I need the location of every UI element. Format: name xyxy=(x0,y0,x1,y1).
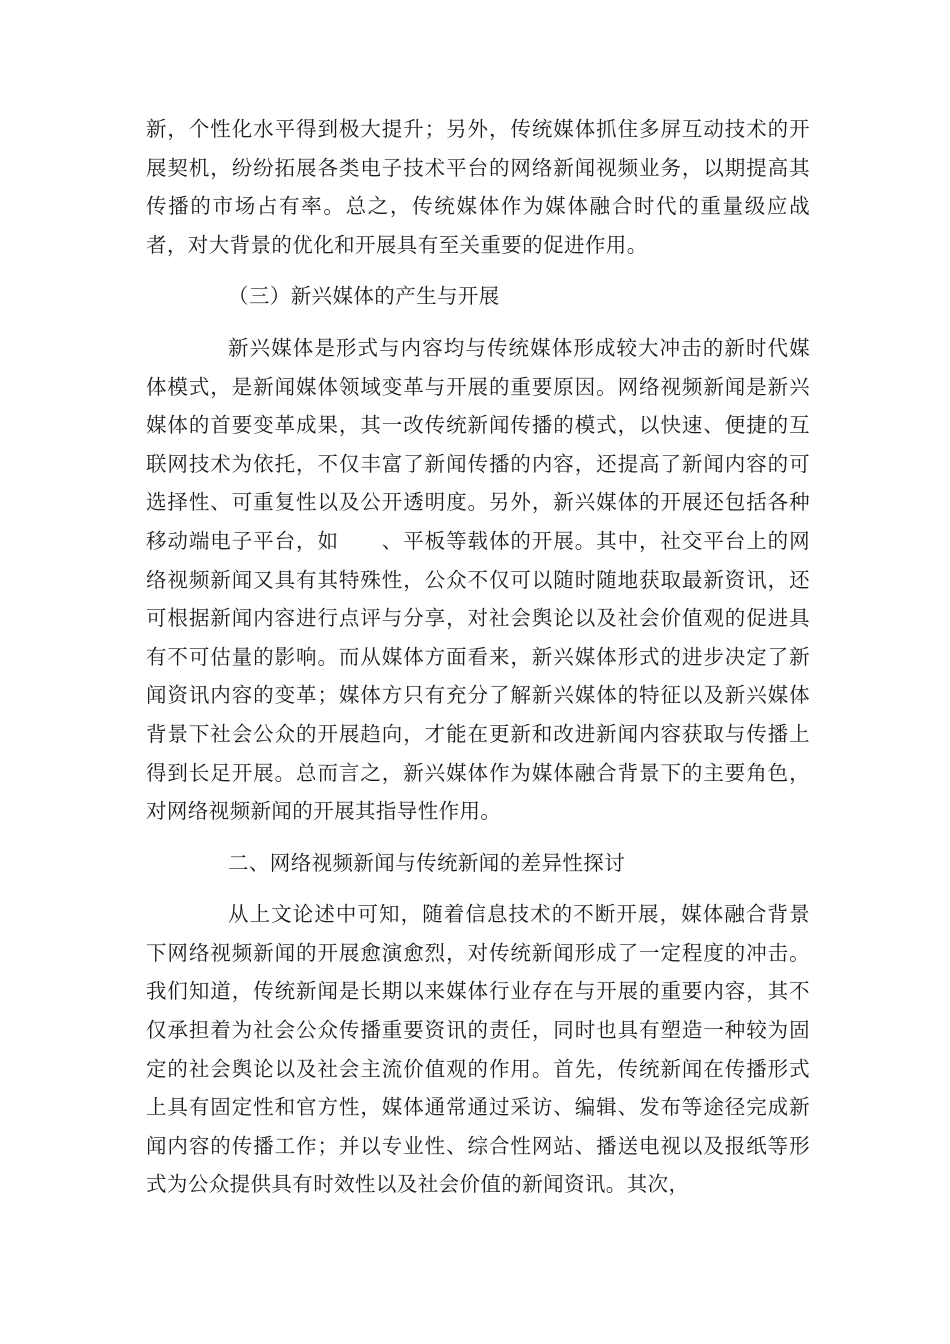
section-heading-emerging-media: （三）新兴媒体的产生与开展 xyxy=(228,284,500,309)
paragraph-emerging-media: 新兴媒体是形式与内容均与传统媒体形成较大冲击的新时代媒体模式，是新闻媒体领域变革与开展的重要原因。网络视频新闻是新兴媒体的首要变革成果，其一改传统新闻传播的模式，以快速、便捷的互联网技术为依托，不仅丰富了新闻传播的内容，还提高了新闻内容的可选择性、可重复性以及公开透明度。另外，新兴媒体的开展还包括各种移动端电子平台，如 、平板等载体的开展。其中，社交平台上的网络视频新闻又具有其特殊性，公众不仅可以随时随地获取最新资讯，还可根据新闻内容进行点评与分享，对社会舆论以及社会价值观的促进具有不可估量的影响。而从媒体方面看来，新兴媒体形式的进步决定了新闻资讯内容的变革；媒体方只有充分了解新兴媒体的特征以及新兴媒体背景下社会公众的开展趋向，才能在更新和改进新闻内容获取与传播上得到长足开展。总而言之，新兴媒体作为媒体融合背景下的主要角色，对网络视频新闻的开展其指导性作用。 xyxy=(146,335,810,824)
paragraph-difference: 从上文论述中可知，随着信息技术的不断开展，媒体融合背景下网络视频新闻的开展愈演愈烈，对传统新闻形成了一定程度的冲击。我们知道，传统新闻是长期以来媒体行业存在与开展的重要内容，其不仅承担着为社会公众传播重要资讯的责任，同时也具有塑造一种较为固定的社会舆论以及社会主流价值观的作用。首先，传统新闻在传播形式上具有固定性和官方性，媒体通常通过采访、编辑、发布等途径完成新闻内容的传播工作；并以专业性、综合性网站、播送电视以及报纸等形式为公众提供具有时效性以及社会价值的新闻资讯。其次， xyxy=(146,902,810,1197)
document-page xyxy=(146,110,810,1217)
paragraph-continuation: 新，个性化水平得到极大提升；另外，传统媒体抓住多屏互动技术的开展契机，纷纷拓展各类电子技术平台的网络新闻视频业务，以期提高其传播的市场占有率。总之，传统媒体作为媒体融合时代的重量级应战者，对大背景的优化和开展具有至关重要的促进作用。 xyxy=(146,117,810,257)
section-heading-difference: 二、网络视频新闻与传统新闻的差异性探讨 xyxy=(228,850,626,875)
